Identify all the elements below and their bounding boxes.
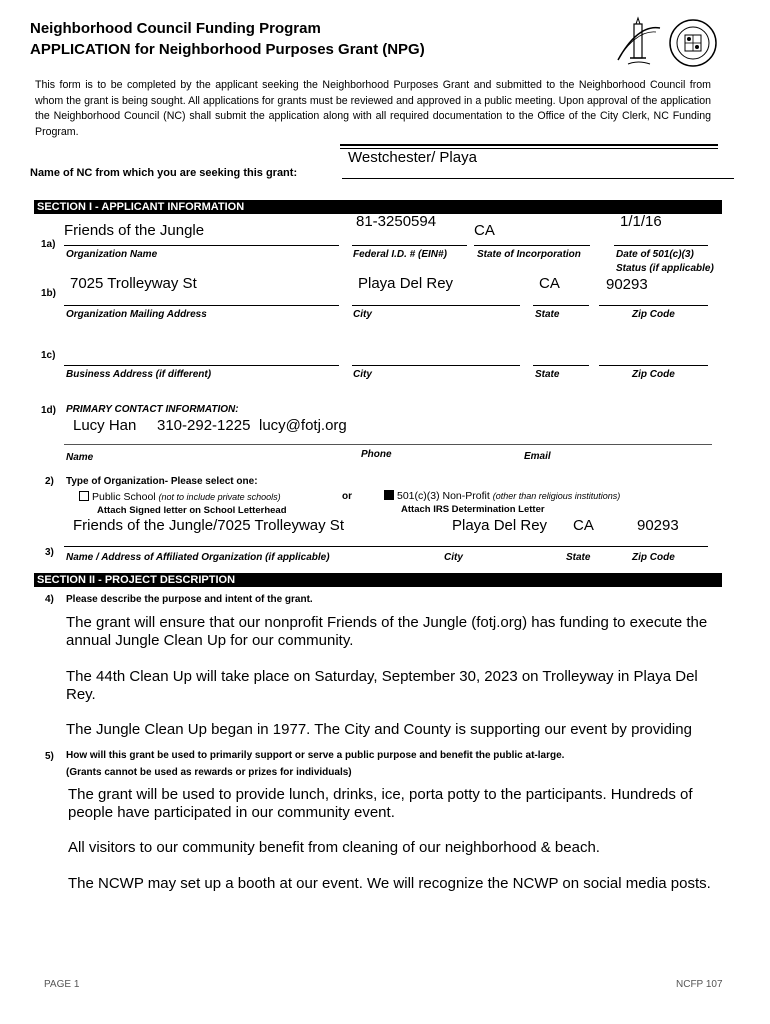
- state-incorporation-label: State of Incorporation: [477, 249, 581, 260]
- city-seal-icon: [668, 18, 718, 68]
- nonprofit-note: (other than religious institutions): [492, 491, 621, 501]
- primary-contact-heading: PRIMARY CONTACT INFORMATION:: [66, 404, 239, 415]
- mailing-city-value[interactable]: Playa Del Rey: [358, 275, 454, 292]
- date-501c3-label-2: Status (if applicable): [616, 263, 714, 274]
- contact-phone-value[interactable]: 310-292-1225: [157, 417, 251, 434]
- business-state-label: State: [535, 369, 560, 380]
- affiliated-state-value[interactable]: CA: [573, 517, 594, 534]
- page-number: PAGE 1: [44, 979, 80, 990]
- public-school-attach: Attach Signed letter on School Letterhead: [97, 505, 287, 516]
- divider: [340, 144, 718, 146]
- state-incorporation-value[interactable]: CA: [474, 222, 495, 239]
- nc-name-line: [342, 178, 734, 179]
- line: [614, 245, 708, 246]
- contact-name-label: Name: [66, 452, 94, 463]
- ein-label: Federal I.D. # (EIN#): [353, 249, 447, 260]
- affiliated-city-label: City: [444, 552, 463, 563]
- line: [352, 245, 467, 246]
- date-501c3-label: Date of 501(c)(3): [616, 249, 694, 260]
- mailing-address-value[interactable]: 7025 Trolleyway St: [70, 275, 197, 292]
- nonprofit-option[interactable]: [384, 490, 620, 502]
- line: [64, 546, 708, 547]
- q4-question: Please describe the purpose and intent of the grant.: [66, 594, 313, 605]
- org-name-value[interactable]: Friends of the Jungle: [64, 222, 205, 239]
- business-zip-label: Zip Code: [632, 369, 675, 380]
- line: [64, 444, 712, 445]
- mailing-state-label: State: [535, 309, 560, 320]
- affiliated-state-label: State: [566, 552, 591, 563]
- mailing-city-label: City: [353, 309, 372, 320]
- line: [599, 305, 708, 306]
- row-2-number: 2): [45, 476, 54, 487]
- contact-name-value[interactable]: Lucy Han: [73, 417, 137, 434]
- business-state-line[interactable]: [533, 365, 589, 366]
- q4-number: 4): [45, 594, 54, 605]
- q5-number: 5): [45, 751, 54, 762]
- public-school-label: Public School: [92, 491, 156, 503]
- form-number: NCFP 107: [676, 979, 723, 990]
- public-school-option[interactable]: [79, 491, 281, 503]
- row-3-number: 3): [45, 547, 54, 558]
- nc-name-value[interactable]: Westchester/ Playa: [348, 149, 477, 166]
- affiliated-city-value[interactable]: Playa Del Rey: [452, 517, 548, 534]
- nc-name-label: Name of NC from which you are seeking this grant:: [30, 167, 298, 179]
- or-text: or: [342, 491, 352, 502]
- line: [474, 245, 590, 246]
- mailing-zip-label: Zip Code: [632, 309, 675, 320]
- affiliated-org-label: Name / Address of Affiliated Organization (if applicable): [66, 552, 330, 563]
- q5-answer-paragraph-1[interactable]: The grant will be used to provide lunch, drinks, ice, porta potty to the participants. Hundreds of people have participated in our community event.: [68, 786, 693, 821]
- date-501c3-value[interactable]: 1/1/16: [620, 213, 662, 230]
- org-name-label: Organization Name: [66, 249, 158, 260]
- nonprofit-attach: Attach IRS Determination Letter: [401, 504, 545, 515]
- q4-answer-paragraph-2[interactable]: The 44th Clean Up will take place on Saturday, September 30, 2023 on Trolleyway in Playa Del Rey.: [66, 668, 698, 703]
- q4-answer-paragraph-1[interactable]: The grant will ensure that our nonprofit Friends of the Jungle (fotj.org) has funding to execute the annual Jungle Clean Up for our community.: [66, 614, 708, 649]
- business-address-label: Business Address (if different): [66, 369, 212, 380]
- org-type-heading: Type of Organization- Please select one:: [66, 476, 258, 487]
- line: [64, 305, 339, 306]
- affiliated-org-value[interactable]: Friends of the Jungle/7025 Trolleyway St: [73, 517, 344, 534]
- affiliated-zip-value[interactable]: 90293: [637, 517, 679, 534]
- nonprofit-label: 501(c)(3) Non-Profit: [397, 490, 490, 502]
- nonprofit-checkbox[interactable]: [384, 490, 394, 500]
- ein-value[interactable]: 81-3250594: [356, 213, 437, 230]
- section-1-header: SECTION I - APPLICANT INFORMATION: [34, 200, 722, 214]
- contact-email-label: Email: [524, 451, 551, 462]
- business-city-line[interactable]: [352, 365, 520, 366]
- line: [352, 305, 520, 306]
- form-title: APPLICATION for Neighborhood Purposes Grant (NPG): [30, 41, 425, 58]
- public-school-checkbox[interactable]: [79, 491, 89, 501]
- line: [64, 245, 339, 246]
- business-city-label: City: [353, 369, 372, 380]
- program-title: Neighborhood Council Funding Program: [30, 20, 321, 37]
- intro-paragraph: This form is to be completed by the applicant seeking the Neighborhood Purposes Grant and submitted to the Neighborhood Council from whom the grant is being sought. All applications for grants must be reviewed and approved in a public meeting. Upon approval of the application the Neighborhood Council (NC) shall submit the application along with all required documentation to the Office of the City Clerk, NC Funding Program.: [35, 79, 711, 138]
- business-zip-line[interactable]: [599, 365, 708, 366]
- affiliated-zip-label: Zip Code: [632, 552, 675, 563]
- row-1b-number: 1b): [41, 288, 56, 299]
- section-2-header: SECTION II - PROJECT DESCRIPTION: [34, 573, 722, 587]
- mailing-address-label: Organization Mailing Address: [66, 309, 207, 320]
- contact-phone-label: Phone: [361, 449, 392, 460]
- contact-email-value[interactable]: lucy@fotj.org: [259, 417, 347, 434]
- mailing-state-value[interactable]: CA: [539, 275, 560, 292]
- q5-question-note: (Grants cannot be used as rewards or prizes for individuals): [66, 767, 352, 778]
- city-hall-logo-icon: [610, 16, 666, 68]
- row-1a-number: 1a): [41, 239, 56, 250]
- q4-answer-paragraph-3[interactable]: The Jungle Clean Up began in 1977. The City and County is supporting our event by providing: [66, 721, 692, 738]
- row-1c-number: 1c): [41, 350, 56, 361]
- line: [533, 305, 589, 306]
- q5-answer-paragraph-2[interactable]: All visitors to our community benefit from cleaning of our neighborhood & beach.: [68, 839, 600, 856]
- row-1d-number: 1d): [41, 405, 56, 416]
- q5-answer-paragraph-3[interactable]: The NCWP may set up a booth at our event. We will recognize the NCWP on social media posts.: [68, 875, 711, 892]
- public-school-note: (not to include private schools): [158, 492, 281, 502]
- mailing-zip-value[interactable]: 90293: [606, 276, 648, 293]
- q5-question: How will this grant be used to primarily support or serve a public purpose and benefit the public at-large.: [66, 750, 565, 761]
- business-address-line[interactable]: [64, 365, 339, 366]
